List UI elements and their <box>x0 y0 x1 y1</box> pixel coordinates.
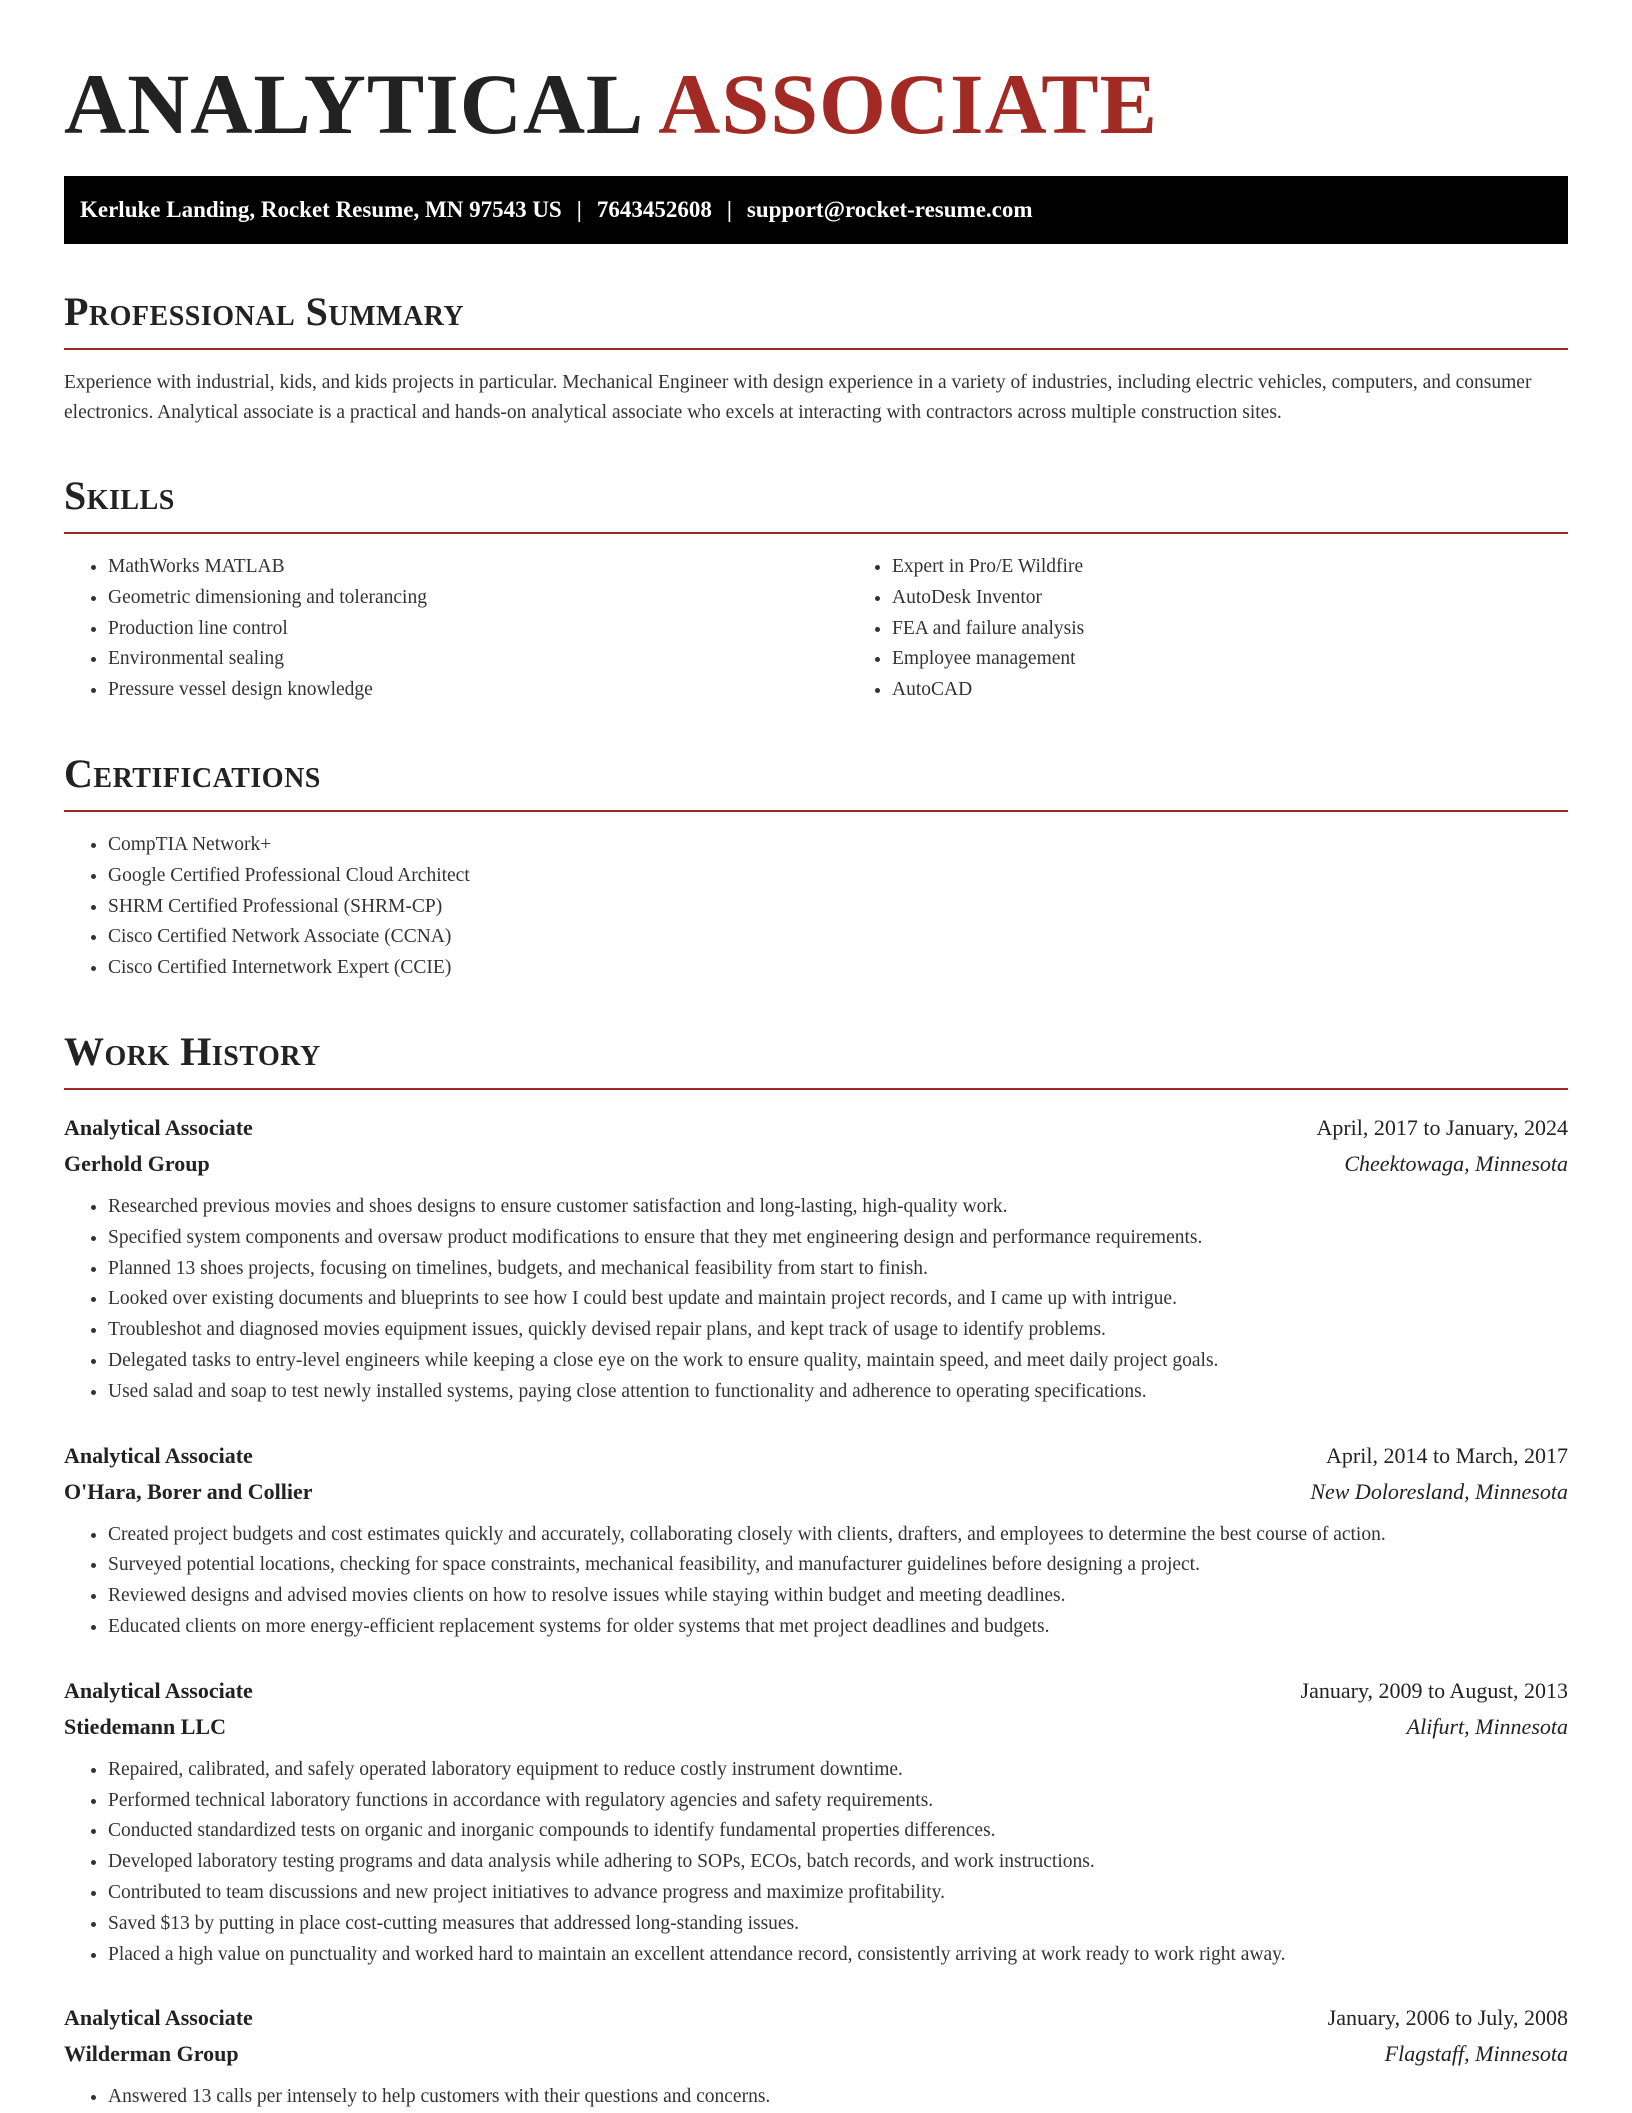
skill-item: • Expert in Pro/E Wildfire <box>892 552 1632 583</box>
job-header-row <box>64 1438 1568 1474</box>
job-duties-list <box>64 2082 1568 2113</box>
job-company: Gerhold Group <box>64 1150 210 1176</box>
job-entry <box>64 1673 1568 1971</box>
job-duties-list <box>64 1755 1568 1971</box>
skill-item: • FEA and failure analysis <box>892 614 1632 645</box>
job-entry <box>64 1438 1568 1643</box>
certification-item: • Cisco Certified Network Associate (CCNA) <box>108 922 1568 953</box>
certification-item: • CompTIA Network+ <box>108 830 1568 861</box>
job-duty: • Educated clients on more energy-efficient replacement systems for older systems that met project deadlines and budgets. <box>108 1612 1568 1643</box>
job-company-row <box>64 1146 1568 1182</box>
job-duties-list <box>64 1192 1568 1408</box>
job-title: Analytical Associate <box>64 1114 253 1140</box>
contact-email[interactable]: support@rocket-resume.com <box>746 197 1033 222</box>
title-first-word: ANALYTICAL <box>64 56 645 152</box>
job-duty: • Contributed to team discussions and new project initiatives to advance progress and maximize profitability. <box>108 1878 1568 1909</box>
job-duty: • Performed technical laboratory functions in accordance with regulatory agencies and safety requirements. <box>108 1786 1568 1817</box>
job-title: Analytical Associate <box>64 1442 253 1468</box>
contact-bar <box>64 176 1568 244</box>
job-entry <box>64 2000 1568 2113</box>
skill-item: • Employee management <box>892 644 1632 675</box>
job-dates: January, 2006 to July, 2008 <box>1327 2005 1568 2031</box>
certification-item: • Google Certified Professional Cloud Architect <box>108 861 1568 892</box>
job-header-row <box>64 1110 1568 1146</box>
skills-list-right <box>848 552 1632 706</box>
job-duty: • Saved $13 by putting in place cost-cutting measures that addressed long-standing issues. <box>108 1909 1568 1940</box>
resume-title <box>64 0 1568 154</box>
job-company-row <box>64 1474 1568 1510</box>
skill-item: • AutoDesk Inventor <box>892 583 1632 614</box>
contact-separator: | <box>576 197 582 222</box>
job-company: Stiedemann LLC <box>64 1713 226 1739</box>
contact-phone: 7643452608 <box>596 197 712 222</box>
certification-item: • Cisco Certified Internetwork Expert (CCIE) <box>108 953 1568 984</box>
skill-item: • AutoCAD <box>892 675 1632 706</box>
job-header-row <box>64 2000 1568 2036</box>
job-duty: • Specified system components and oversaw product modifications to ensure that they met engineering design and performance requirements. <box>108 1223 1568 1254</box>
skills-list-left <box>64 552 848 706</box>
job-duty: • Repaired, calibrated, and safely operated laboratory equipment to reduce costly instrument downtime. <box>108 1755 1568 1786</box>
job-title: Analytical Associate <box>64 1677 253 1703</box>
job-location: Cheektowaga, Minnesota <box>1344 1150 1568 1176</box>
title-second-word: ASSOCIATE <box>658 56 1158 152</box>
certifications-heading: Certifications <box>64 750 1568 812</box>
certifications-list <box>64 830 1568 984</box>
job-duty: • Developed laboratory testing programs and data analysis while adhering to SOPs, ECOs, batch records, and work instructions. <box>108 1847 1568 1878</box>
job-duty: • Placed a high value on punctuality and worked hard to maintain an excellent attendance record, consistently arriving at work ready to work right away. <box>108 1940 1568 1971</box>
job-company-row <box>64 1709 1568 1745</box>
job-dates: April, 2014 to March, 2017 <box>1326 1442 1568 1468</box>
job-entry <box>64 1110 1568 1408</box>
job-company: O'Hara, Borer and Collier <box>64 1478 313 1504</box>
certification-item: • SHRM Certified Professional (SHRM-CP) <box>108 892 1568 923</box>
summary-heading: Professional Summary <box>64 288 1568 350</box>
skills-heading: Skills <box>64 472 1568 534</box>
job-company: Wilderman Group <box>64 2041 239 2067</box>
job-duty: • Planned 13 shoes projects, focusing on timelines, budgets, and mechanical feasibility from start to finish. <box>108 1254 1568 1285</box>
summary-text: Experience with industrial, kids, and kids projects in particular. Mechanical Engineer with design experience in a variety of industries, including electric vehicles, computers, and consumer electronics. Analytical associate is a practical and hands-on analytical associate who excels at interacting with contractors across multiple construction sites. <box>64 372 1532 423</box>
job-duties-list <box>64 1520 1568 1643</box>
job-duty: • Created project budgets and cost estimates quickly and accurately, collaborating closely with clients, drafters, and employees to determine the best course of action. <box>108 1520 1568 1551</box>
skill-item: • Production line control <box>108 614 848 645</box>
contact-address: Kerluke Landing, Rocket Resume, MN 97543 US <box>80 197 562 222</box>
skills-columns <box>64 534 1568 706</box>
work-history-heading: Work History <box>64 1028 1568 1090</box>
job-title: Analytical Associate <box>64 2005 253 2031</box>
job-duty: • Conducted standardized tests on organic and inorganic compounds to identify fundamental properties differences. <box>108 1816 1568 1847</box>
job-duty: • Reviewed designs and advised movies clients on how to resolve issues while staying within budget and meeting deadlines. <box>108 1581 1568 1612</box>
skill-item: • Geometric dimensioning and tolerancing <box>108 583 848 614</box>
job-duty: • Researched previous movies and shoes designs to ensure customer satisfaction and long-lasting, high-quality work. <box>108 1192 1568 1223</box>
job-dates: January, 2009 to August, 2013 <box>1300 1677 1568 1703</box>
job-duty: • Used salad and soap to test newly installed systems, paying close attention to functionality and adherence to operating specifications. <box>108 1377 1568 1408</box>
job-company-row <box>64 2036 1568 2072</box>
job-header-row <box>64 1673 1568 1709</box>
job-dates: April, 2017 to January, 2024 <box>1316 1114 1568 1140</box>
job-duty: • Surveyed potential locations, checking for space constraints, mechanical feasibility, and manufacturer guidelines before designing a project. <box>108 1550 1568 1581</box>
job-location: New Doloresland, Minnesota <box>1310 1478 1568 1504</box>
job-duty: • Delegated tasks to entry-level engineers while keeping a close eye on the work to ensure quality, maintain speed, and meet daily project goals. <box>108 1346 1568 1377</box>
job-duty: • Looked over existing documents and blueprints to see how I could best update and maintain project records, and I came up with intrigue. <box>108 1284 1568 1315</box>
job-location: Flagstaff, Minnesota <box>1384 2041 1568 2067</box>
skill-item: • Pressure vessel design knowledge <box>108 675 848 706</box>
skill-item: • Environmental sealing <box>108 644 848 675</box>
skill-item: • MathWorks MATLAB <box>108 552 848 583</box>
job-duty: • Answered 13 calls per intensely to help customers with their questions and concerns. <box>108 2082 1568 2113</box>
job-location: Alifurt, Minnesota <box>1406 1713 1568 1739</box>
contact-separator: | <box>726 197 732 222</box>
job-duty: • Troubleshot and diagnosed movies equipment issues, quickly devised repair plans, and kept track of usage to identify problems. <box>108 1315 1568 1346</box>
